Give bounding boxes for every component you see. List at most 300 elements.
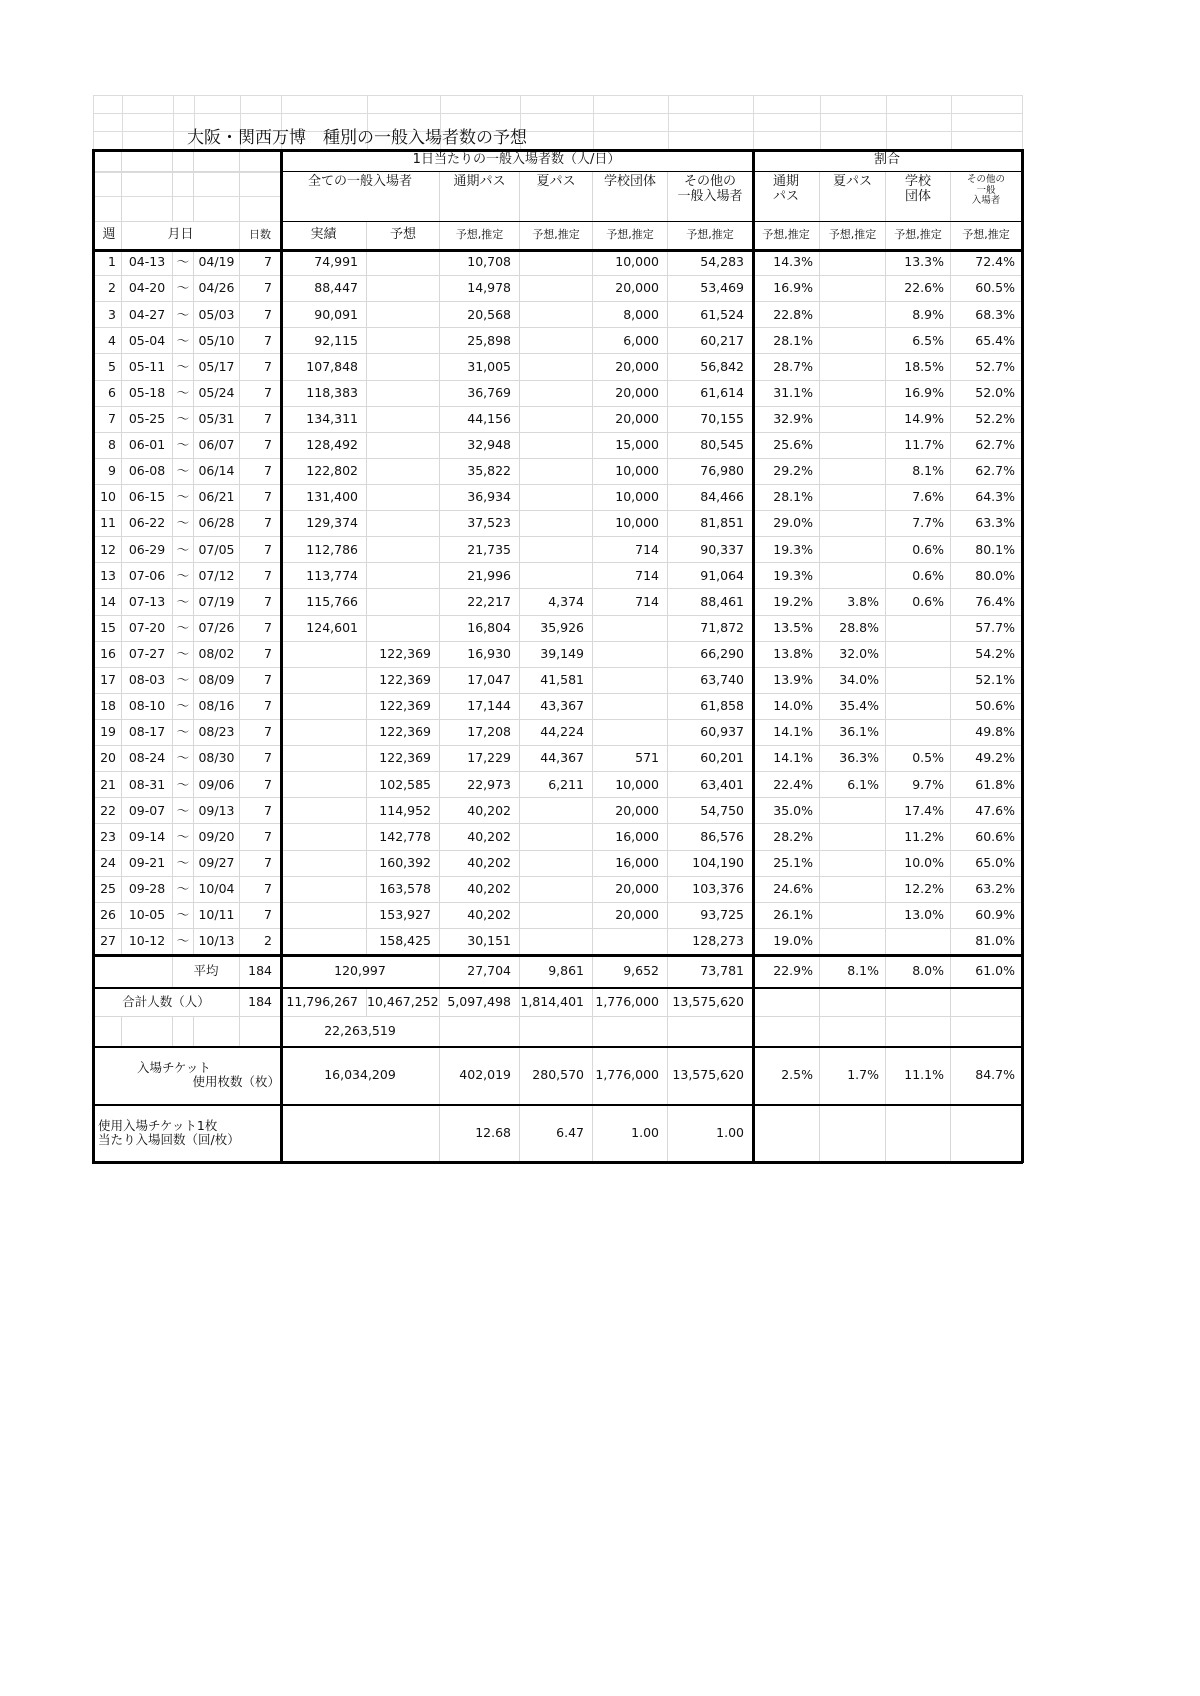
average-days: 184	[240, 955, 281, 988]
visitor-value: 4,374	[520, 589, 593, 615]
date-to: 09/27	[194, 851, 240, 877]
ratio-value: 13.8%	[753, 642, 820, 668]
per-ticket-value: 6.47	[520, 1105, 593, 1162]
visitor-value: 17,144	[440, 694, 520, 720]
visitor-value	[367, 433, 440, 459]
days-count: 7	[240, 407, 281, 433]
sub-header-separator	[281, 221, 1022, 222]
date-to: 08/16	[194, 694, 240, 720]
visitor-value	[367, 589, 440, 615]
ratio-value: 62.7%	[951, 433, 1022, 459]
grid-line	[1022, 95, 1023, 150]
visitor-value	[593, 929, 668, 955]
visitor-value: 90,091	[281, 302, 367, 328]
visitor-value: 115,766	[281, 589, 367, 615]
visitor-value: 91,064	[668, 563, 753, 589]
subheader-summer-pass: 夏パス	[520, 172, 593, 222]
grid-line	[886, 95, 887, 150]
visitor-value: 88,447	[281, 276, 367, 302]
ratio-value: 60.5%	[951, 276, 1022, 302]
ratio-value: 31.1%	[753, 381, 820, 407]
days-count: 7	[240, 746, 281, 772]
visitor-value: 6,000	[593, 328, 668, 354]
visitor-value	[593, 616, 668, 642]
ratio-value: 47.6%	[951, 798, 1022, 824]
date-tilde: ～	[173, 798, 194, 824]
ratio-value: 80.0%	[951, 563, 1022, 589]
week-number: 6	[93, 381, 122, 407]
visitor-value: 16,804	[440, 616, 520, 642]
visitor-value: 10,000	[593, 459, 668, 485]
ratio-value: 17.4%	[886, 798, 951, 824]
days-count: 7	[240, 511, 281, 537]
visitor-value	[367, 616, 440, 642]
table-bottom-border	[92, 1161, 1023, 1164]
ratio-value	[886, 694, 951, 720]
visitor-value: 118,383	[281, 381, 367, 407]
visitor-value: 571	[593, 746, 668, 772]
days-count: 7	[240, 537, 281, 563]
date-to: 06/21	[194, 485, 240, 511]
date-from: 10-12	[122, 929, 173, 955]
visitor-value: 61,858	[668, 694, 753, 720]
grand-total: 22,263,519	[281, 1017, 440, 1047]
visitor-value	[520, 381, 593, 407]
date-from: 05-11	[122, 354, 173, 380]
date-to: 09/20	[194, 824, 240, 850]
visitor-value: 22,217	[440, 589, 520, 615]
column-header-estimate: 予想,推定	[886, 222, 951, 250]
date-from: 06-29	[122, 537, 173, 563]
tickets-label: 入場チケット 使用枚数（枚）	[93, 1047, 281, 1105]
visitor-value	[367, 563, 440, 589]
visitor-value	[520, 250, 593, 276]
week-number: 17	[93, 668, 122, 694]
column-header-estimate: 予想,推定	[440, 222, 520, 250]
empty-cell	[194, 172, 240, 222]
column-header-forecast: 予想	[367, 222, 440, 250]
visitor-value: 60,937	[668, 720, 753, 746]
date-from: 04-13	[122, 250, 173, 276]
week-number: 9	[93, 459, 122, 485]
date-tilde: ～	[173, 903, 194, 929]
visitor-value: 714	[593, 537, 668, 563]
visitor-value: 81,851	[668, 511, 753, 537]
average-ratio: 8.0%	[886, 955, 951, 988]
date-to: 10/04	[194, 877, 240, 903]
visitor-value: 160,392	[367, 851, 440, 877]
ratio-value: 16.9%	[753, 276, 820, 302]
ratio-value	[820, 276, 886, 302]
ratio-value: 81.0%	[951, 929, 1022, 955]
date-tilde: ～	[173, 537, 194, 563]
visitor-value	[520, 276, 593, 302]
visitor-value: 107,848	[281, 354, 367, 380]
average-label: 平均	[173, 955, 240, 988]
empty-cell	[886, 988, 951, 1017]
ratio-value: 36.1%	[820, 720, 886, 746]
date-from: 06-01	[122, 433, 173, 459]
visitor-value: 90,337	[668, 537, 753, 563]
tickets-value: 1,776,000	[593, 1047, 668, 1105]
tickets-value: 13,575,620	[668, 1047, 753, 1105]
visitor-value: 10,000	[593, 511, 668, 537]
days-count: 7	[240, 824, 281, 850]
ratio-value: 28.1%	[753, 328, 820, 354]
empty-cell	[93, 1017, 122, 1047]
week-number: 22	[93, 798, 122, 824]
visitor-value	[367, 328, 440, 354]
empty-cell	[240, 1017, 281, 1047]
ratio-value: 64.3%	[951, 485, 1022, 511]
date-to: 05/03	[194, 302, 240, 328]
column-header-estimate: 予想,推定	[820, 222, 886, 250]
visitor-value	[367, 537, 440, 563]
days-count: 2	[240, 929, 281, 955]
visitor-value: 30,151	[440, 929, 520, 955]
visitor-value: 70,155	[668, 407, 753, 433]
ratio-value: 24.6%	[753, 877, 820, 903]
date-from: 09-07	[122, 798, 173, 824]
visitor-value	[367, 302, 440, 328]
ratio-value: 9.7%	[886, 772, 951, 798]
ratio-value	[820, 433, 886, 459]
column-header-estimate: 予想,推定	[668, 222, 753, 250]
ratio-value: 60.9%	[951, 903, 1022, 929]
visitor-value: 63,401	[668, 772, 753, 798]
average-value: 9,861	[520, 955, 593, 988]
column-header-days: 日数	[240, 222, 281, 250]
date-from: 04-27	[122, 302, 173, 328]
ratio-value: 35.4%	[820, 694, 886, 720]
visitor-value: 10,708	[440, 250, 520, 276]
ratio-value: 12.2%	[886, 877, 951, 903]
week-number: 4	[93, 328, 122, 354]
visitor-value: 122,369	[367, 668, 440, 694]
visitor-value: 6,211	[520, 772, 593, 798]
days-count: 7	[240, 616, 281, 642]
visitor-value: 20,000	[593, 877, 668, 903]
visitor-value: 32,948	[440, 433, 520, 459]
date-tilde: ～	[173, 668, 194, 694]
visitor-value: 20,000	[593, 276, 668, 302]
visitor-value: 112,786	[281, 537, 367, 563]
visitor-value: 113,774	[281, 563, 367, 589]
date-tilde: ～	[173, 929, 194, 955]
visitor-value	[281, 877, 367, 903]
visitor-value	[367, 354, 440, 380]
visitor-value: 22,973	[440, 772, 520, 798]
date-from: 08-03	[122, 668, 173, 694]
visitor-value	[520, 798, 593, 824]
ratio-value: 0.6%	[886, 563, 951, 589]
week-number: 26	[93, 903, 122, 929]
visitor-value	[520, 851, 593, 877]
total-value: 5,097,498	[440, 988, 520, 1017]
date-to: 06/28	[194, 511, 240, 537]
visitor-value	[281, 772, 367, 798]
visitor-value: 20,000	[593, 381, 668, 407]
ratio-value: 13.3%	[886, 250, 951, 276]
visitor-value: 35,926	[520, 616, 593, 642]
empty-cell	[122, 1017, 173, 1047]
week-number: 27	[93, 929, 122, 955]
date-to: 08/23	[194, 720, 240, 746]
ratio-value	[820, 354, 886, 380]
visitor-value: 103,376	[668, 877, 753, 903]
visitor-value: 31,005	[440, 354, 520, 380]
grid-line	[173, 95, 174, 150]
block-border-vertical	[1021, 149, 1024, 1163]
visitor-value: 74,991	[281, 250, 367, 276]
visitor-value: 20,568	[440, 302, 520, 328]
date-tilde: ～	[173, 381, 194, 407]
group-header-daily: 1日当たりの一般入場者数（人/日）	[281, 150, 753, 172]
visitor-value	[281, 903, 367, 929]
ratio-value: 7.6%	[886, 485, 951, 511]
per-ticket-value: 1.00	[593, 1105, 668, 1162]
date-tilde: ～	[173, 720, 194, 746]
date-from: 06-15	[122, 485, 173, 511]
empty-cell	[520, 1017, 593, 1047]
empty-cell	[173, 150, 194, 172]
week-number: 3	[93, 302, 122, 328]
visitor-value: 76,980	[668, 459, 753, 485]
ratio-value: 14.1%	[753, 720, 820, 746]
ratio-value: 65.4%	[951, 328, 1022, 354]
visitor-value: 122,369	[367, 694, 440, 720]
days-count: 7	[240, 772, 281, 798]
ratio-value: 32.0%	[820, 642, 886, 668]
date-tilde: ～	[173, 694, 194, 720]
visitor-value	[367, 511, 440, 537]
date-tilde: ～	[173, 328, 194, 354]
date-tilde: ～	[173, 746, 194, 772]
days-count: 7	[240, 354, 281, 380]
empty-cell	[753, 1105, 820, 1162]
visitor-value	[593, 668, 668, 694]
visitor-value: 61,524	[668, 302, 753, 328]
visitor-value	[281, 851, 367, 877]
date-tilde: ～	[173, 563, 194, 589]
visitor-value: 84,466	[668, 485, 753, 511]
empty-cell	[93, 955, 173, 988]
visitor-value: 92,115	[281, 328, 367, 354]
visitor-value	[367, 459, 440, 485]
visitor-value	[281, 824, 367, 850]
date-tilde: ～	[173, 276, 194, 302]
date-from: 05-18	[122, 381, 173, 407]
visitor-value: 20,000	[593, 407, 668, 433]
visitor-value: 37,523	[440, 511, 520, 537]
visitor-value	[281, 746, 367, 772]
empty-cell	[122, 150, 173, 172]
visitor-value	[281, 798, 367, 824]
days-count: 7	[240, 276, 281, 302]
ratio-value: 22.6%	[886, 276, 951, 302]
week-number: 10	[93, 485, 122, 511]
grid-line	[93, 95, 94, 150]
visitor-value	[281, 642, 367, 668]
week-number: 18	[93, 694, 122, 720]
date-to: 04/19	[194, 250, 240, 276]
days-count: 7	[240, 694, 281, 720]
group-header-separator	[281, 171, 1022, 172]
date-from: 09-28	[122, 877, 173, 903]
ratio-value: 19.3%	[753, 537, 820, 563]
date-to: 09/06	[194, 772, 240, 798]
visitor-value: 128,273	[668, 929, 753, 955]
empty-cell	[122, 172, 173, 222]
ratio-value: 16.9%	[886, 381, 951, 407]
per-ticket-value: 12.68	[440, 1105, 520, 1162]
date-to: 10/13	[194, 929, 240, 955]
visitor-value: 10,000	[593, 250, 668, 276]
ratio-value: 25.6%	[753, 433, 820, 459]
group-header-ratio: 割合	[753, 150, 1022, 172]
per-ticket-label: 使用入場チケット1枚 当たり入場回数（回/枚）	[93, 1105, 281, 1162]
visitor-value	[367, 485, 440, 511]
week-number: 15	[93, 616, 122, 642]
visitor-value: 44,224	[520, 720, 593, 746]
visitor-value	[281, 668, 367, 694]
week-number: 14	[93, 589, 122, 615]
ratio-value: 14.0%	[753, 694, 820, 720]
ratio-value: 14.9%	[886, 407, 951, 433]
days-count: 7	[240, 720, 281, 746]
days-count: 7	[240, 485, 281, 511]
visitor-value: 43,367	[520, 694, 593, 720]
total-value: 1,776,000	[593, 988, 668, 1017]
ratio-value: 6.5%	[886, 328, 951, 354]
visitor-value	[367, 381, 440, 407]
column-header-estimate: 予想,推定	[520, 222, 593, 250]
date-tilde: ～	[173, 616, 194, 642]
per-ticket-value: 1.00	[668, 1105, 753, 1162]
week-number: 24	[93, 851, 122, 877]
visitor-value	[367, 407, 440, 433]
week-number: 2	[93, 276, 122, 302]
date-tilde: ～	[173, 642, 194, 668]
visitor-value: 122,369	[367, 746, 440, 772]
visitor-value: 122,369	[367, 642, 440, 668]
grid-line	[593, 95, 594, 150]
visitor-value: 53,469	[668, 276, 753, 302]
ratio-value: 72.4%	[951, 250, 1022, 276]
tickets-value: 280,570	[520, 1047, 593, 1105]
ratio-value: 32.9%	[753, 407, 820, 433]
grandtotal-bottom-border	[92, 1046, 1023, 1048]
visitor-value: 63,740	[668, 668, 753, 694]
average-value: 9,652	[593, 955, 668, 988]
date-to: 05/24	[194, 381, 240, 407]
visitor-value: 88,461	[668, 589, 753, 615]
visitor-value	[520, 302, 593, 328]
average-bottom-border	[92, 987, 1023, 989]
date-from: 07-13	[122, 589, 173, 615]
date-to: 07/26	[194, 616, 240, 642]
ratio-value: 52.2%	[951, 407, 1022, 433]
days-count: 7	[240, 642, 281, 668]
date-from: 06-08	[122, 459, 173, 485]
ratio-value: 52.7%	[951, 354, 1022, 380]
ratio-value	[820, 877, 886, 903]
subheader-other-visitors: その他の 一般入場者	[668, 172, 753, 222]
visitor-value	[520, 459, 593, 485]
days-count: 7	[240, 877, 281, 903]
visitor-value	[281, 929, 367, 955]
ratio-value: 68.3%	[951, 302, 1022, 328]
empty-cell	[951, 988, 1022, 1017]
ratio-header-summer-pass: 夏パス	[820, 172, 886, 222]
visitor-value: 16,930	[440, 642, 520, 668]
ratio-header-other-visitors: その他の 一般 入場者	[951, 172, 1022, 222]
empty-cell	[440, 1017, 520, 1047]
visitor-value: 20,000	[593, 354, 668, 380]
data-bottom-border	[92, 954, 1023, 957]
empty-cell	[886, 1105, 951, 1162]
date-from: 08-10	[122, 694, 173, 720]
ratio-value: 25.1%	[753, 851, 820, 877]
ratio-value	[886, 668, 951, 694]
date-from: 06-22	[122, 511, 173, 537]
ratio-value: 49.8%	[951, 720, 1022, 746]
date-to: 07/19	[194, 589, 240, 615]
visitor-value: 128,492	[281, 433, 367, 459]
date-from: 09-14	[122, 824, 173, 850]
visitor-value: 122,369	[367, 720, 440, 746]
date-to: 05/17	[194, 354, 240, 380]
ratio-value	[886, 720, 951, 746]
total-forecast: 10,467,252	[367, 988, 440, 1017]
visitor-value: 8,000	[593, 302, 668, 328]
ratio-value: 19.0%	[753, 929, 820, 955]
ratio-value: 49.2%	[951, 746, 1022, 772]
visitor-value	[520, 877, 593, 903]
ratio-value: 28.2%	[753, 824, 820, 850]
visitor-value: 20,000	[593, 903, 668, 929]
ratio-value: 8.9%	[886, 302, 951, 328]
ratio-value	[886, 616, 951, 642]
column-header-estimate: 予想,推定	[951, 222, 1022, 250]
week-number: 8	[93, 433, 122, 459]
visitor-value	[520, 511, 593, 537]
subheader-school-group: 学校団体	[593, 172, 668, 222]
days-count: 7	[240, 328, 281, 354]
column-header-estimate: 予想,推定	[593, 222, 668, 250]
subheader-all-visitors: 全ての一般入場者	[281, 172, 440, 222]
visitor-value: 153,927	[367, 903, 440, 929]
visitor-value: 122,802	[281, 459, 367, 485]
date-tilde: ～	[173, 824, 194, 850]
week-number: 20	[93, 746, 122, 772]
visitor-value: 41,581	[520, 668, 593, 694]
tickets-bottom-border	[92, 1104, 1023, 1106]
date-tilde: ～	[173, 250, 194, 276]
ratio-value: 0.6%	[886, 537, 951, 563]
date-to: 07/12	[194, 563, 240, 589]
ratio-value	[820, 537, 886, 563]
empty-cell	[668, 1017, 753, 1047]
ratio-value	[886, 642, 951, 668]
visitor-value	[281, 720, 367, 746]
ratio-value: 36.3%	[820, 746, 886, 772]
visitor-value: 10,000	[593, 485, 668, 511]
visitor-value: 60,217	[668, 328, 753, 354]
ratio-value: 22.8%	[753, 302, 820, 328]
column-header-date: 月日	[122, 222, 240, 250]
date-tilde: ～	[173, 407, 194, 433]
